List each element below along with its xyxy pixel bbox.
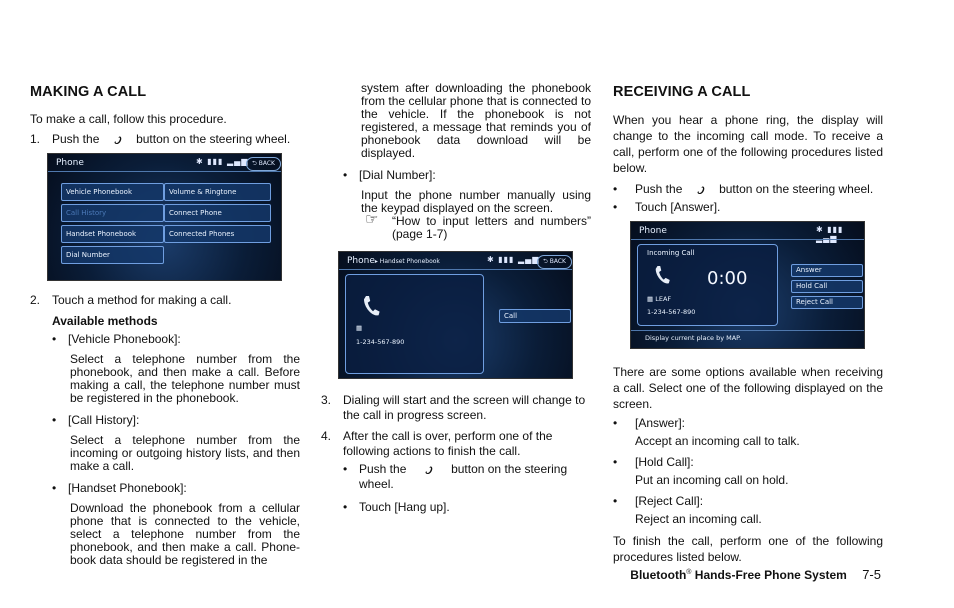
option-label: [Answer]:	[635, 416, 686, 430]
section-heading-receiving-a-call: RECEIVING A CALL	[613, 84, 751, 100]
footer-title: Bluetooth® Hands-Free Phone System	[630, 568, 847, 582]
finish-call-text: To finish the call, perform one of the following procedures listed below.	[613, 534, 883, 564]
section-heading-making-a-call: MAKING A CALL	[30, 84, 147, 100]
connect-phone-button[interactable]: Connect Phone	[164, 204, 271, 222]
finish-option-push-button: • Push the button on the steering wheel.	[343, 462, 568, 491]
back-button[interactable]	[537, 255, 572, 269]
intro-text: When you hear a phone ring, the display will change to the incoming call mode. To receive a call, perform one of the following procedures listed below.	[613, 113, 883, 175]
method-description: Input the phone number manually using the keypad displayed on the screen.	[361, 188, 591, 215]
phone-handset-icon	[113, 135, 123, 145]
screen-title: Phone	[56, 158, 84, 168]
step-text: Touch a method for making a call.	[52, 293, 232, 307]
step-2	[30, 293, 300, 308]
incoming-call-screen	[630, 221, 865, 349]
phone-handset-icon	[424, 465, 434, 475]
dial-number-button[interactable]: Dial Number	[61, 246, 164, 264]
back-icon: ⮌	[252, 160, 257, 167]
option-description: Accept an incoming call to talk.	[635, 434, 800, 448]
step-text: Dialing will start and the screen will change to the call in progress screen.	[343, 393, 586, 422]
status-icons: ✱ ▮▮▮ ▂▄▆	[487, 255, 540, 264]
title-divider	[48, 171, 281, 172]
page-number: 7-5	[862, 567, 881, 582]
back-label: BACK	[549, 258, 566, 265]
method-handset-phonebook: • [Handset Phonebook]:	[52, 481, 187, 495]
step-4	[321, 429, 591, 459]
screen-title: Phone	[639, 226, 667, 236]
receive-option-push-button: • Push the button on the steering wheel.	[613, 182, 874, 196]
map-display-hint: Display current place by MAP.	[645, 334, 742, 342]
title-divider	[631, 239, 864, 240]
option-text-post: button on the steering wheel.	[719, 182, 874, 196]
vehicle-phonebook-button[interactable]: Vehicle Phonebook	[61, 183, 164, 201]
intro-text: To make a call, follow this procedure.	[30, 112, 227, 126]
method-description: Select a telephone number from the phonebook, and then make a call. Before making a call, the telephone number must be registered in the phonebook.	[70, 352, 300, 405]
incoming-call-label: Incoming Call	[647, 249, 695, 257]
back-button[interactable]	[246, 157, 281, 171]
phone-menu-screen	[47, 153, 282, 281]
method-label: [Dial Number]:	[359, 168, 436, 182]
option-text-pre: Push the	[635, 182, 683, 196]
step-number: 2.	[30, 293, 41, 307]
method-vehicle-phonebook: • [Vehicle Phonebook]:	[52, 332, 181, 346]
step-1	[30, 132, 300, 147]
phone-icon	[653, 264, 671, 286]
column-making-a-call-continued	[321, 82, 591, 521]
available-methods-heading: Available methods	[52, 314, 158, 328]
option-reject-call: • [Reject Call]:	[613, 494, 704, 508]
option-description: Put an incoming call on hold.	[635, 473, 789, 487]
volume-ringtone-button[interactable]: Volume & Ringtone	[164, 183, 271, 201]
handset-phonebook-screen	[338, 251, 573, 379]
hold-call-button[interactable]: Hold Call	[791, 280, 863, 293]
step-number: 4.	[321, 429, 332, 443]
column-making-a-call	[30, 78, 300, 575]
contact-panel	[345, 274, 484, 374]
phone-icon	[361, 294, 381, 318]
option-text: Touch [Answer].	[635, 200, 721, 214]
caller-name: ▦ LEAF	[647, 295, 672, 303]
method-call-history: • [Call History]:	[52, 413, 140, 427]
back-icon: ⮌	[543, 258, 548, 265]
footer-divider	[631, 330, 864, 331]
reference-text: “How to input letters and numbers” (page 1-7)	[392, 214, 591, 241]
call-button[interactable]: Call	[499, 309, 571, 323]
option-text-pre: Push the	[359, 462, 407, 476]
step-text-post: button on the steering wheel.	[136, 132, 291, 146]
method-dial-number: • [Dial Number]:	[343, 168, 436, 182]
options-intro: There are some options available when receiving a call. Select one of the following displayed on the screen.	[613, 365, 883, 411]
finish-option-hang-up: • Touch [Hang up].	[343, 500, 450, 514]
handset-phonebook-button[interactable]: Handset Phonebook	[61, 225, 164, 243]
option-hold-call: • [Hold Call]:	[613, 455, 694, 469]
method-label: [Handset Phonebook]:	[68, 481, 187, 495]
method-label: [Vehicle Phonebook]:	[68, 332, 181, 346]
call-timer: 0:00	[707, 268, 748, 289]
step-text: After the call is over, perform one of the following actions to finish the call.	[343, 429, 553, 458]
option-text: Touch [Hang up].	[359, 500, 450, 514]
step-number: 3.	[321, 393, 332, 407]
option-label: [Reject Call]:	[635, 494, 704, 508]
step-3	[321, 393, 591, 423]
option-description: Reject an incoming call.	[635, 512, 762, 526]
phone-handset-icon	[696, 185, 706, 195]
page-footer	[630, 567, 881, 582]
continued-text: system after downloading the phonebook from the cellular phone that is connected to the vehicle. If the phonebook is not registered, a message that reminds you of phonebook data download will be displayed.	[361, 81, 591, 160]
status-icons: ✱ ▮▮▮ ▂▄▆	[196, 157, 249, 166]
option-text-post: button on the steering wheel.	[359, 462, 568, 491]
title-divider	[339, 269, 572, 270]
pointing-hand-icon: ☞	[365, 211, 379, 228]
page-reference	[321, 211, 591, 241]
call-history-button[interactable]: Call History	[61, 204, 164, 222]
status-icons: ✱ ▮▮▮	[816, 225, 844, 234]
step-text-pre: Push the	[52, 132, 100, 146]
method-label: [Call History]:	[68, 413, 140, 427]
contact-number: 1-234-567-890	[356, 338, 405, 346]
reject-call-button[interactable]: Reject Call	[791, 296, 863, 309]
step-number: 1.	[30, 132, 41, 146]
option-answer: • [Answer]:	[613, 416, 686, 430]
caller-number: 1-234-567-890	[647, 308, 696, 316]
option-label: [Hold Call]:	[635, 455, 694, 469]
receive-option-answer: • Touch [Answer].	[613, 200, 721, 214]
back-label: BACK	[258, 160, 275, 167]
method-description: Download the phonebook from a cellular phone that is connected to the vehicle, select a telephone number from the phonebook, and then make a call. Phone-book data should be registered in the	[70, 501, 300, 567]
screen-title: Phone▸ Handset Phonebook	[347, 256, 440, 266]
answer-button[interactable]: Answer	[791, 264, 863, 277]
column-receiving-a-call	[613, 78, 883, 565]
connected-phones-button[interactable]: Connected Phones	[164, 225, 271, 243]
method-description: Select a telephone number from the incoming or outgoing history lists, and then make a call.	[70, 433, 300, 473]
number-type-icon: ▦	[356, 324, 363, 332]
